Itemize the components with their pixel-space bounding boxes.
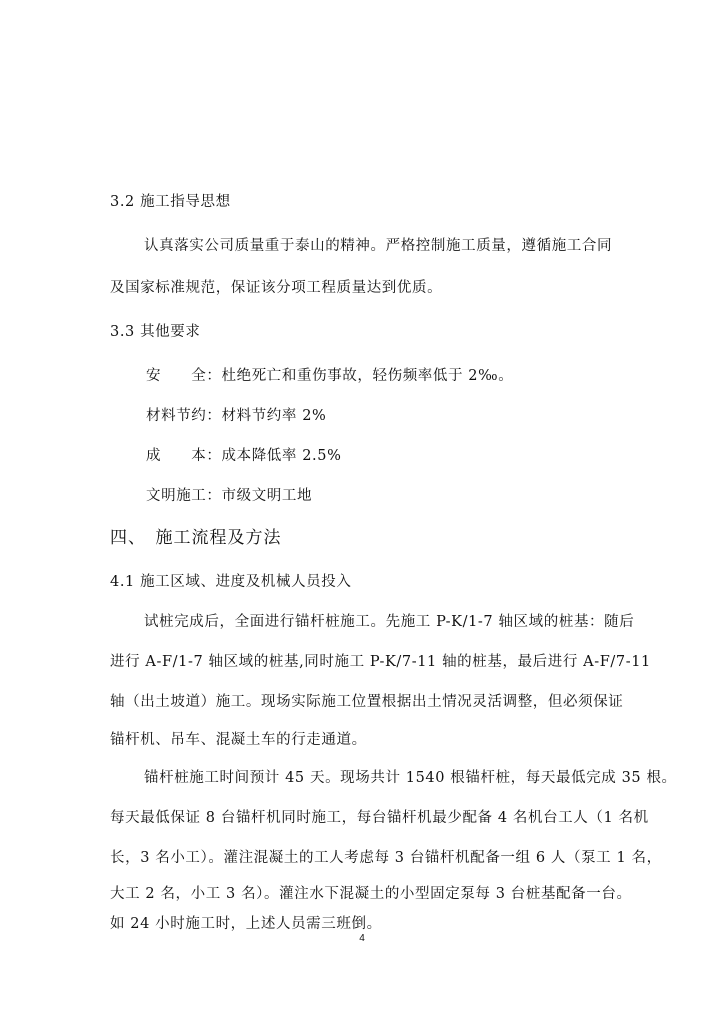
requirement-item-cost: 成 本：成本降低率 2.5% xyxy=(146,448,342,464)
section-3-2-heading: 3.2 施工指导思想 xyxy=(110,194,231,210)
section-4-1-para1-line-2: 进行 A-F/1-7 轴区域的桩基,同时施工 P-K/7-11 轴的桩基，最后进行 A-F/7-11 xyxy=(110,654,651,670)
section-3-2-paragraph-line-2: 及国家标准规范，保证该分项工程质量达到优质。 xyxy=(110,280,443,296)
section-4-1-heading: 4.1 施工区域、进度及机械人员投入 xyxy=(110,574,352,590)
section-4-1-para2-line-1: 锚杆桩施工时间预计 45 天。现场共计 1540 根锚杆桩，每天最低完成 35 根。 xyxy=(144,770,677,786)
section-4-1-para1-line-4: 锚杆机、吊车、混凝土车的行走通道。 xyxy=(110,732,367,748)
section-4-1-para2-line-5: 如 24 小时施工时，上述人员需三班倒。 xyxy=(110,916,382,932)
requirement-item-safety: 安 全：杜绝死亡和重伤事故，轻伤频率低于 2‰。 xyxy=(146,368,514,384)
requirement-item-material: 材料节约：材料节约率 2% xyxy=(146,408,327,424)
requirement-item-civilized: 文明施工：市级文明工地 xyxy=(146,488,313,504)
section-4-1-para1-line-1: 试桩完成后，全面进行锚杆桩施工。先施工 P-K/1-7 轴区域的桩基：随后 xyxy=(144,614,635,630)
section-4-1-para2-line-4: 大工 2 名，小工 3 名）。灌注水下混凝土的小型固定泵每 3 台桩基配备一台。 xyxy=(110,886,632,902)
page-number: 4 xyxy=(359,933,365,944)
section-3-3-heading: 3.3 其他要求 xyxy=(110,324,201,340)
section-4-1-para2-line-2: 每天最低保证 8 台锚杆机同时施工，每台锚杆机最少配备 4 名机台工人（1 名机 xyxy=(110,810,649,826)
section-4-1-para1-line-3: 轴（出土坡道）施工。现场实际施工位置根据出土情况灵活调整，但必须保证 xyxy=(110,694,624,710)
section-3-2-paragraph-line-1: 认真落实公司质量重于泰山的精神。严格控制施工质量，遵循施工合同 xyxy=(144,238,613,254)
chapter-4-heading: 四、 施工流程及方法 xyxy=(110,528,282,548)
section-4-1-para2-line-3: 长，3 名小工）。灌注混凝土的工人考虑每 3 台锚杆机配备一组 6 人（泵工 1 名， xyxy=(110,850,662,866)
